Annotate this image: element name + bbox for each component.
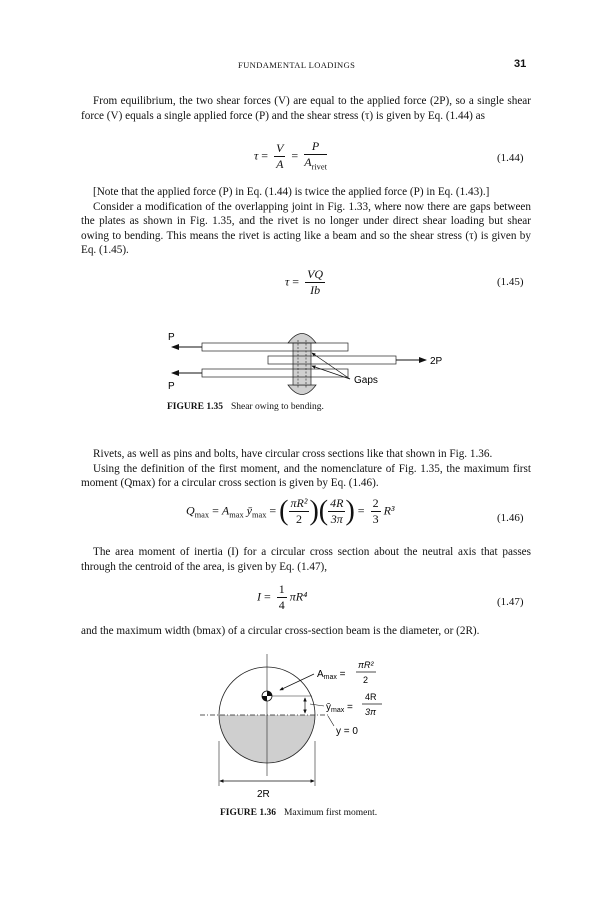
- eq146-a: A: [221, 503, 230, 518]
- eq145-number: (1.45): [497, 276, 524, 288]
- eq147-rhs: πR⁴: [289, 589, 308, 604]
- eq146-number: (1.46): [497, 512, 524, 524]
- eq145-lhs: τ: [285, 274, 290, 289]
- page-number: 31: [514, 58, 527, 70]
- eq146-f1-num: πR²: [290, 496, 308, 510]
- running-title: FUNDAMENTAL LOADINGS: [238, 60, 356, 70]
- eq146-lhs: Q: [186, 503, 195, 518]
- paragraph-6-text: The area moment of inertia (I) for a circular cross section about the neutral axis that passes through the centroid of the area, is given by Eq. (1.47),: [81, 546, 531, 573]
- label-2p: 2P: [430, 356, 443, 367]
- figure-1-35-caption: [167, 402, 324, 412]
- ymax-num: 4R: [365, 692, 377, 702]
- eq144-lhs: τ: [254, 148, 259, 163]
- eq146-f1-den: 2: [295, 512, 302, 526]
- eq144-den2: A: [304, 155, 312, 169]
- equation-1-45: τ = $\frac{VQ}{Ib}$: [285, 267, 324, 297]
- gap-pointer-top: [312, 353, 350, 379]
- paragraph-4-5: [81, 447, 531, 491]
- eq145-num: VQ: [307, 267, 324, 281]
- eq144-num1: V: [276, 141, 284, 156]
- eq146-lhs-sub: max: [194, 510, 210, 520]
- eq146-y: ȳ: [246, 503, 252, 518]
- equation-1-46: $Q_{max} = A_{max}$ $ȳ_{max}$ = ( $\frac{\text{πR²}}{2}$ )( $\frac{4R}{3\pi}$ ) = $\frac{2}{3}$ R³: [186, 495, 395, 527]
- rivet-head-top: [288, 334, 316, 344]
- paragraph-2-text: [Note that the applied force (P) in Eq. (1.44) is twice the applied force (P) in Eq. (1.43).]: [93, 186, 490, 198]
- equation-1-47: I = $\frac{1}{4}$ πR⁴: [257, 582, 308, 612]
- ymax-label: $ȳ_{max}$ =: [326, 702, 353, 714]
- figure-1-35-caption-text: Shear owing to bending.: [230, 402, 324, 412]
- eq147-den: 4: [278, 598, 285, 612]
- figure-1-36-diagram: [190, 648, 430, 818]
- plate-top: [202, 343, 348, 351]
- amax-pointer: [280, 674, 314, 690]
- figure-1-36-caption-text: Maximum first moment.: [283, 808, 378, 818]
- eq146-f2-den: 3π: [330, 512, 343, 526]
- eq145-den: Ib: [310, 283, 321, 297]
- paragraph-7: [81, 624, 531, 639]
- eq147-number: (1.47): [497, 596, 524, 608]
- plate-bottom: [202, 369, 348, 377]
- eq146-f2-num: 4R: [330, 496, 344, 510]
- paragraph-7-text: and the maximum width (bmax) of a circular cross-section beam is the diameter, or (2R).: [81, 625, 480, 637]
- rivet-head-bottom: [288, 385, 316, 395]
- eq144-num2: P: [304, 140, 327, 155]
- figure-1-36-caption-label: FIGURE 1.36: [220, 808, 276, 818]
- paragraph-1: [81, 94, 531, 123]
- width-label: 2R: [257, 789, 270, 800]
- y0-label: y = 0: [336, 726, 358, 737]
- amax-num: πR²: [358, 660, 374, 670]
- eq147-num: 1: [278, 582, 285, 596]
- eq144-den2-sub: rivet: [311, 162, 327, 172]
- amax-den: 2: [363, 675, 369, 685]
- figure-1-36-caption: [220, 808, 377, 818]
- eq144-number: (1.44): [497, 152, 524, 164]
- label-p-top: P: [168, 332, 175, 343]
- paragraph-4-text: Rivets, as well as pins and bolts, have circular cross sections like that shown in Fig. 1.36.: [93, 448, 493, 460]
- amax-label: $A_{max}$ =: [317, 669, 346, 681]
- eq146-y-sub: max: [251, 510, 267, 520]
- ymax-den: 3π: [365, 707, 377, 717]
- paragraph-3-text: Consider a modification of the overlapping joint in Fig. 1.33, where now there are gaps between the plates as shown in Fig. 1.35, and the rivet is no longer under direct shear loading but shear owing to bending. This means the rivet is acting like a beam and so the shear stress (τ) is given by Eq. (1.45).: [81, 200, 531, 257]
- paragraph-2-3: [81, 185, 531, 258]
- paragraph-6: [81, 545, 531, 574]
- eq146-f3-den: 3: [372, 512, 379, 526]
- paragraph-1-text: From equilibrium, the two shear forces (V) are equal to the applied force (2P), so a single shear force (V) equals a single applied force (P) and the shear stress (τ) is given by Eq. (1.44) as: [81, 95, 531, 122]
- label-p-bottom: P: [168, 381, 175, 392]
- equation-1-44: τ = $\frac{V}{A}$ = $\frac{P}{A_{rivet}}$: [254, 139, 327, 172]
- paragraph-5-text: Using the definition of the first moment, and the nomenclature of Fig. 1.35, the maximum first moment (Qmax) for a circular cross section is given by Eq. (1.46).: [81, 462, 531, 490]
- eq144-den1: A: [276, 157, 284, 172]
- figure-1-35-caption-label: FIGURE 1.35: [167, 402, 223, 412]
- eq146-rhs: R³: [383, 503, 395, 518]
- eq146-f3-num: 2: [372, 496, 379, 510]
- label-gaps: Gaps: [354, 375, 378, 386]
- eq146-a-sub: max: [229, 510, 244, 520]
- plate-middle: [268, 356, 396, 364]
- eq147-lhs: I: [257, 589, 261, 604]
